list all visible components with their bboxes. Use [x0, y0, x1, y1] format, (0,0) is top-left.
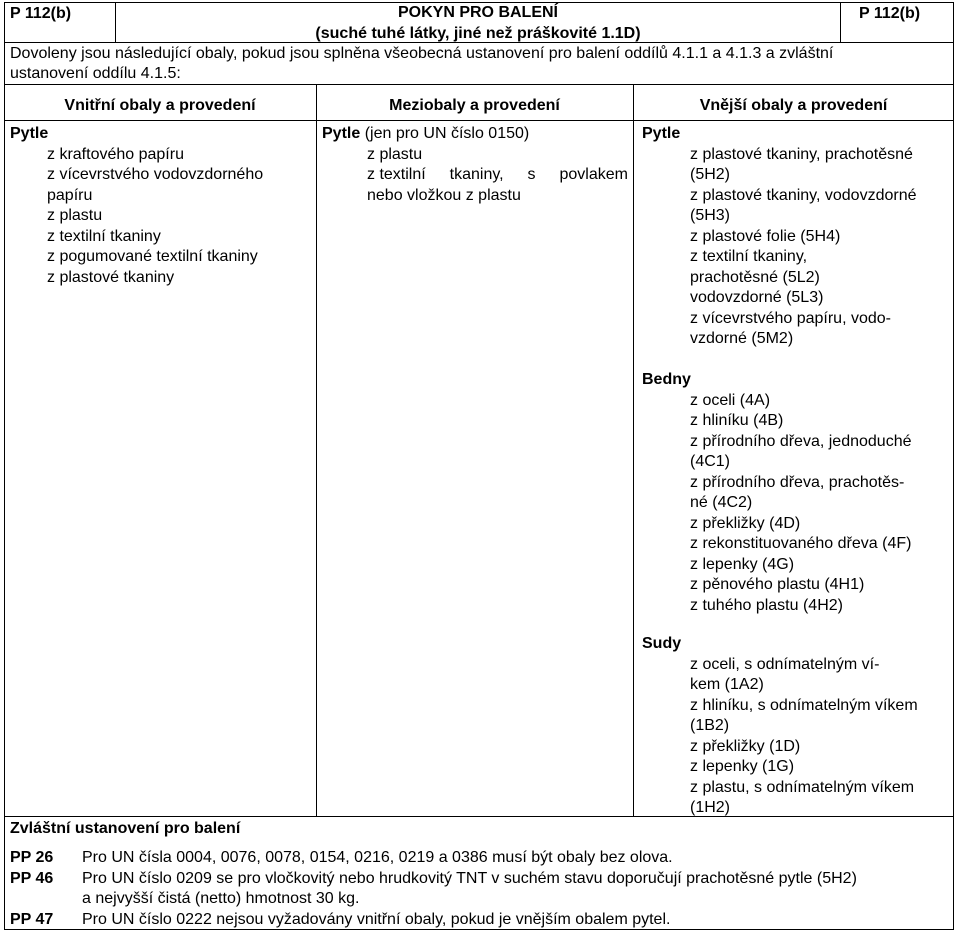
instruction-title-line1: POKYN PRO BALENÍ	[397, 4, 558, 21]
list-item: z plastové folie (5H4)	[690, 227, 841, 245]
list-item: z vícevrstvého papíru, vodo-	[690, 309, 891, 327]
intro-line-2: ustanovení oddílu 4.1.5:	[10, 65, 181, 82]
list-item: (1H2)	[690, 799, 731, 816]
special-provisions-title: Zvláštní ustanovení pro balení	[10, 820, 241, 837]
word: tkaniny,	[449, 166, 504, 183]
list-item: né (4C2)	[690, 494, 753, 511]
inner-packagings-list	[10, 124, 263, 288]
list-item: z textilní tkaniny,	[690, 248, 808, 265]
word: s	[527, 166, 536, 183]
list-item: z pogumované textilní tkaniny	[47, 248, 258, 265]
instruction-title	[116, 3, 840, 44]
list-item: z tuhého plastu (4H2)	[690, 596, 843, 614]
list-item: (4C1)	[690, 453, 731, 470]
list-item: z pěnového plastu (4H1)	[690, 576, 865, 593]
provision-text-cont: a nejvyšší čistá (netto) hmotnost 30 kg.	[82, 890, 360, 907]
provision-code: PP 46	[10, 870, 54, 887]
list-item: z oceli (4A)	[690, 391, 771, 409]
outer-boxes-list	[642, 370, 911, 616]
instruction-title-line2: (suché tuhé látky, jiné než práškovité 1.1D)	[315, 24, 641, 42]
outer-packagings-header: Vnější obaly a provedení	[699, 97, 888, 114]
list-item: z hliníku (4B)	[690, 412, 784, 429]
list-item: z překližky (4D)	[690, 514, 801, 532]
list-item: z plastové tkaniny	[47, 268, 175, 286]
list-item: z plastu	[47, 207, 103, 224]
list-item: z lepenky (4G)	[690, 555, 795, 573]
list-item	[322, 165, 628, 186]
provision-text: Pro UN číslo 0209 se pro vločkovitý nebo hrudkovitý TNT v suchém stavu doporučují prachotěsné pytle (5H2)	[82, 870, 857, 887]
list-item: z plastové tkaniny, prachotěsné	[690, 145, 913, 163]
outer-bags-list	[642, 124, 917, 350]
list-item: z rekonstituovaného dřeva (4F)	[690, 535, 912, 552]
instruction-code-left: P 112(b)	[10, 5, 72, 22]
outer-drums-list	[642, 634, 918, 819]
list-item: z přírodního dřeva, prachotěs-	[690, 473, 905, 491]
word: povlakem	[559, 166, 628, 183]
list-item: z přírodního dřeva, jednoduché	[690, 432, 912, 450]
list-item: (5H3)	[690, 207, 731, 224]
intermediate-packagings-header: Meziobaly a provedení	[389, 97, 560, 114]
outer-boxes-title: Bedny	[642, 371, 691, 388]
intermediate-bags-title: Pytle	[322, 125, 361, 142]
list-item: papíru	[47, 186, 93, 204]
outer-drums-title: Sudy	[642, 635, 682, 652]
outer-bags-title: Pytle	[642, 125, 681, 142]
instruction-code-right: P 112(b)	[859, 5, 921, 22]
intermediate-bags-note: (jen pro UN číslo 0150)	[364, 125, 530, 142]
column-divider-2	[633, 84, 634, 816]
list-item: z plastu, s odnímatelným víkem	[690, 778, 915, 796]
column-header-bottom-rule	[4, 120, 954, 121]
list-item: z plastové tkaniny, vodovzdorné	[690, 186, 917, 204]
list-item: z překližky (1D)	[690, 737, 801, 755]
list-item: z plastu	[367, 145, 423, 163]
list-item: z kraftového papíru	[47, 145, 184, 163]
provision-code: PP 26	[10, 849, 54, 866]
provision-text: Pro UN čísla 0004, 0076, 0078, 0154, 0216, 0219 a 0386 musí být obaly bez olova.	[82, 849, 673, 866]
header-divider-right	[840, 2, 841, 42]
intermediate-packagings-list	[322, 124, 628, 206]
word: z textilní	[367, 166, 426, 183]
inner-bags-title: Pytle	[10, 125, 49, 142]
list-item: kem (1A2)	[690, 676, 764, 693]
list-item: prachotěsné (5L2)	[690, 268, 820, 286]
list-item: (1B2)	[690, 717, 730, 734]
list-item: (5H2)	[690, 166, 731, 183]
provision-code: PP 47	[10, 911, 54, 928]
list-item: z lepenky (1G)	[690, 758, 795, 775]
list-item: vodovzdorné (5L3)	[690, 289, 824, 306]
list-item: vzdorné (5M2)	[690, 330, 794, 347]
list-item: z hliníku, s odnímatelným víkem	[690, 696, 918, 714]
list-item: nebo vložkou z plastu	[367, 186, 521, 204]
provision-text: Pro UN číslo 0222 nejsou vyžadovány vnitřní obaly, pokud je vnějším obalem pytel.	[82, 911, 671, 928]
list-item: z textilní tkaniny	[47, 227, 161, 245]
list-item: z oceli, s odnímatelným ví-	[690, 655, 880, 673]
intro-line-1: Dovoleny jsou následující obaly, pokud jsou splněna všeobecná ustanovení pro balení oddílů 4.1.1 a 4.1.3 a zvláštní	[10, 45, 834, 62]
inner-packagings-header: Vnitřní obaly a provedení	[64, 97, 256, 114]
column-divider-1	[316, 84, 317, 816]
list-item: z vícevrstvého vodovzdorného	[47, 166, 264, 183]
